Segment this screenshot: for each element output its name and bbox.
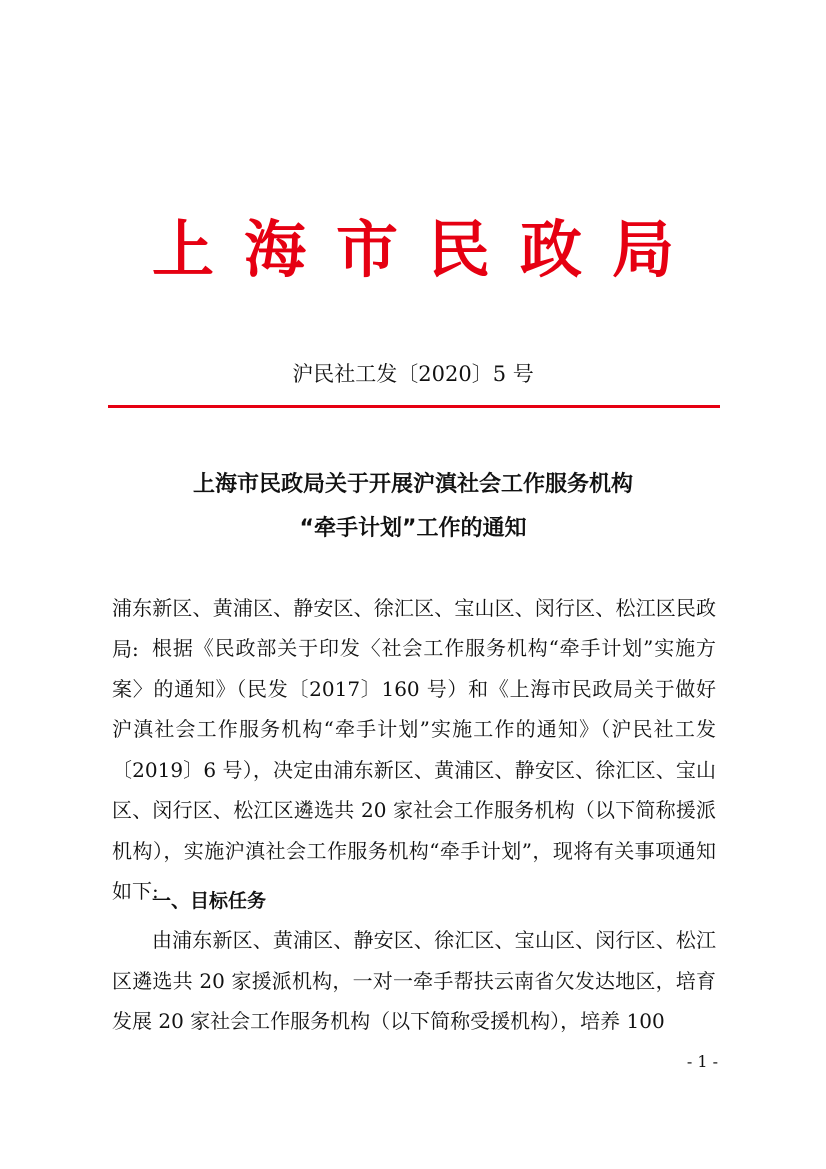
notice-title-line-1: 上海市民政局关于开展沪滇社会工作服务机构 xyxy=(192,472,633,497)
document-number: 沪民社工发〔2020〕5 号 xyxy=(292,362,534,386)
body-paragraph-2: 由浦东新区、黄浦区、静安区、徐汇区、宝山区、闵行区、松江区遴选共 20 家援派机构，一对一牵手帮扶云南省欠发达地区，培育发展 20 家社会工作服务机构（以下简称受援机构），培养 100 xyxy=(112,928,716,1033)
page-number: - 1 - xyxy=(686,1052,718,1071)
section-heading-1: 一、目标任务 xyxy=(152,890,267,912)
notice-title-line-2: “牵手计划”工作的通知 xyxy=(299,516,527,541)
addressee: 浦东新区、黄浦区、静安区、徐汇区、宝山区、闵行区、松江区民政局: xyxy=(112,596,716,661)
masthead-title: 上海市民政局 xyxy=(151,213,704,286)
body-paragraph-1: 根据《民政部关于印发〈社会工作服务机构“牵手计划”实施方案〉的通知》（民发〔2017〕160 号）和《上海市民政局关于做好沪滇社会工作服务机构“牵手计划”实施工作的通知》（沪民社工发〔2019〕6 号），决定由浦东新区、黄浦区、静安区、徐汇区、宝山区、闵行区、松江区遴选共 20 家社会工作服务机构（以下简称援派机构），实施沪滇社会工作服务机构“牵手计划”，现将有关事项通知如下: xyxy=(112,636,716,903)
red-separator-rule xyxy=(108,405,720,408)
